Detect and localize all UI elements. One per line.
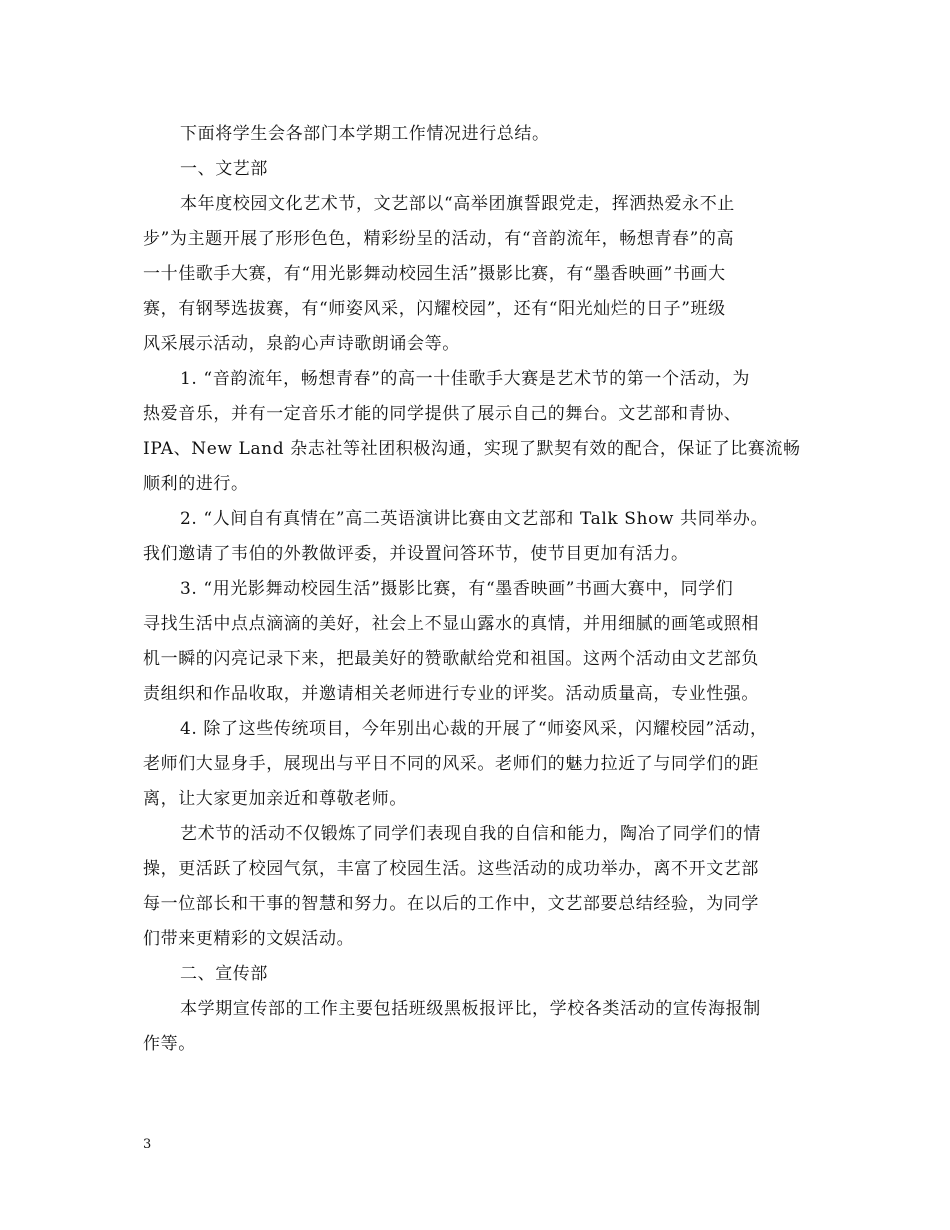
text-line: 离，让大家更加亲近和尊敬老师。 bbox=[143, 789, 407, 809]
text-line: 寻找生活中点点滴滴的美好，社会上不显山露水的真情，并用细腻的画笔或照相 bbox=[143, 614, 759, 634]
text-line: 3. “用光影舞动校园生活”摄影比赛，有“墨香映画”书画大赛中，同学们 bbox=[180, 579, 734, 599]
text-line: 艺术节的活动不仅锻炼了同学们表现自我的自信和能力，陶冶了同学们的情 bbox=[180, 824, 761, 844]
text-line: 步”为主题开展了形形色色，精彩纷呈的活动，有“音韵流年，畅想青春”的高 bbox=[143, 229, 735, 249]
text-line: 2. “人间自有真情在”高二英语演讲比赛由文艺部和 Talk Show 共同举办。 bbox=[180, 509, 769, 529]
text-line: 责组织和作品收取，并邀请相关老师进行专业的评奖。活动质量高，专业性强。 bbox=[143, 684, 759, 704]
text-line: IPA、New Land 杂志社等社团积极沟通，实现了默契有效的配合，保证了比赛流畅 bbox=[143, 439, 801, 459]
text-line: 们带来更精彩的文娱活动。 bbox=[143, 929, 355, 949]
text-line: 本年度校园文化艺术节，文艺部以“高举团旗誓跟党走，挥洒热爱永不止 bbox=[180, 194, 735, 214]
text-line: 本学期宣传部的工作主要包括班级黑板报评比，学校各类活动的宣传海报制 bbox=[180, 999, 761, 1019]
text-line: 4. 除了这些传统项目，今年别出心裁的开展了“师姿风采，闪耀校园”活动， bbox=[180, 719, 768, 739]
text-line: 下面将学生会各部门本学期工作情况进行总结。 bbox=[180, 124, 550, 144]
text-line: 每一位部长和干事的智慧和努力。在以后的工作中，文艺部要总结经验，为同学 bbox=[143, 894, 759, 914]
text-line: 老师们大显身手，展现出与平日不同的风采。老师们的魅力拉近了与同学们的距 bbox=[143, 754, 759, 774]
text-line: 1. “音韵流年，畅想青春”的高一十佳歌手大赛是艺术节的第一个活动，为 bbox=[180, 369, 751, 389]
text-line: 热爱音乐，并有一定音乐才能的同学提供了展示自己的舞台。文艺部和青协、 bbox=[143, 404, 742, 424]
text-line: 作等。 bbox=[143, 1034, 196, 1054]
section-heading: 二、宣传部 bbox=[180, 964, 268, 984]
page-number: 3 bbox=[143, 1137, 152, 1152]
text-line: 一十佳歌手大赛，有“用光影舞动校园生活”摄影比赛，有“墨香映画”书画大 bbox=[143, 264, 726, 284]
text-line: 操，更活跃了校园气氛，丰富了校园生活。这些活动的成功举办，离不开文艺部 bbox=[143, 859, 759, 879]
text-line: 赛，有钢琴选拔赛，有“师姿风采，闪耀校园”，还有“阳光灿烂的日子”班级 bbox=[143, 299, 726, 319]
text-line: 我们邀请了韦伯的外教做评委，并设置问答环节，使节目更加有活力。 bbox=[143, 544, 689, 564]
text-line: 机一瞬的闪亮记录下来，把最美好的赞歌献给党和祖国。这两个活动由文艺部负 bbox=[143, 649, 759, 669]
section-heading: 一、文艺部 bbox=[180, 159, 268, 179]
text-line: 风采展示活动，泉韵心声诗歌朗诵会等。 bbox=[143, 334, 460, 354]
text-line: 顺利的进行。 bbox=[143, 474, 249, 494]
